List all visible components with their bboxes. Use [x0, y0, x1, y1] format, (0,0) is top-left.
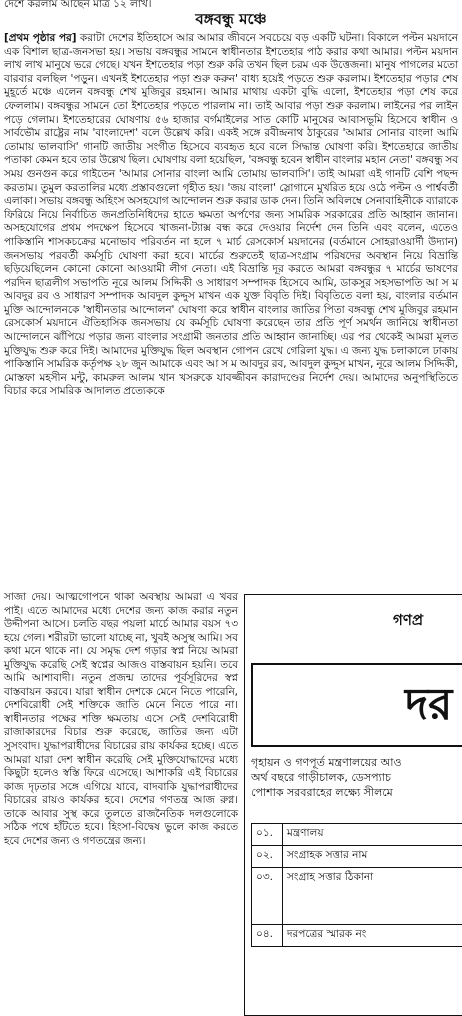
continued-label: [প্রথম পৃষ্ঠার পর] — [4, 32, 77, 44]
article-body — [4, 32, 458, 399]
table-row — [252, 824, 462, 846]
row-number: ০৩. — [252, 868, 283, 925]
row-number: ০৪. — [252, 925, 283, 947]
ad-line: পোশাক সরবরাহের লক্ষ্যে সীলমে — [251, 785, 462, 800]
ad-description — [251, 755, 462, 800]
row-number: ০১. — [252, 824, 283, 846]
row-label: সংগ্রাহক সত্তার নাম — [283, 846, 462, 868]
ad-organization-title: গণপ্র — [393, 609, 423, 634]
article-paragraph — [4, 32, 458, 399]
ad-line: গৃহায়ন ও গণপূর্ত মন্ত্রণালয়ের আও — [251, 755, 462, 770]
article-text: করাটা দেশের ইতিহাসে আর আমার জীবনে সবচেয়ে বড় একটি ঘটনা। বিকালে পল্টন ময়দানে এক বিশাল ছাত্র-জনসভা হয়। সভায় বঙ্গবন্ধুর সামনে স্বাধীনতার ইশতেহার পাঠ করার কথা আমার। পল্টন ময়দান লাখ লাখ মানুষে ভরে গেছে। যখন ইশতেহার পড়া শুরু করি তখন ছিল চরম এক উত্তেজনা। মানুষ পাগলের মতো বারবার বলছিল 'পড়ুন। এখনই ইশতেহার পড়া শুরু করুন' বাধ্য হয়েই পড়তে শুরু করলাম। ইশতেহার পড়ার শেষ মুহূর্তে মঞ্চে এলেন বঙ্গবন্ধু শেখ মুজিবুর রহমান। আমার মাথায় একটা বুদ্ধি এলো, ইশতেহার পড়া শেষ করে ফেললাম। বঙ্গবন্ধুর সামনে তো ইশতেহার পড়তে পারলাম না। তাই আবার পড়া শুরু করলাম। লাইনের পর লাইন পড়ে গেলাম। ইশতেহারের ঘোষণায় ৫৬ হাজার বর্গমাইলের সাত কোটি মানুষের আবাসভূমি হিসেবে স্বাধীন ও সার্বভৌম রাষ্ট্রের নাম 'বাংলাদেশ' বলে উল্লেখ করি। একই সঙ্গে রবীন্দ্রনাথ ঠাকুরের 'আমার সোনার বাংলা আমি তোমায় ভালবাসি' গানটি জাতীয় সংগীত হিসেবে ব্যবহৃত হবে বলে সিদ্ধান্ত ঘোষণা করি। ইশতেহারে জাতীয় পতাকা কেমন হবে তার উল্লেখ ছিল। ঘোষণায় বলা হয়েছিল, 'বঙ্গবন্ধু হবেন স্বাধীন বাংলার মহান নেতা' বঙ্গবন্ধু সব সময় গুনগুন করে গাইতেন 'আমার সোনার বাংলা আমি তোমায় ভালবাসি'। তাই আমরা এই গানটি বেশি পছন্দ করতাম। তুমুল করতালির মধ্যে প্রস্তাবগুলো গৃহীত হয়। 'জয় বাংলা' স্লোগানে মুখরিত হয়ে ওঠে পল্টন ও পার্শ্ববর্তী এলাকা। সভায় বঙ্গবন্ধু অহিংস অসহযোগ আন্দোলন শুরু করার ডাক দেন। তিনি অবিলম্বে সেনাবাহিনীকে ব্যারাকে ফিরিয়ে নিয়ে নির্বাচিত জনপ্রতিনিধিদের হাতে ক্ষমতা অর্পণের জন্য সামরিক সরকারের প্রতি আহ্বান জানান। অসহযোগের প্রথম পদক্ষেপ হিসেবে খাজনা-ট্যাক্স বন্ধ করে দেওয়ার নির্দেশ দেন তিনি এবং বলেন, এতেও পাকিস্তানি শাসকচক্রের মনোভাব পরিবর্তন না হলে ৭ মার্চ রেসকোর্স ময়দানের (বর্তমানে সোহরাওয়ার্দী উদ্যান) জনসভায় পরবর্তী কর্মসূচি ঘোষণা করা হবে। মার্চের শুরুতেই ছাত্র-সংগ্রাম পরিষদের অবস্থান নিয়ে বিভ্রান্তি ছড়িয়েছিলেন কোনো কোনো আওয়ামী লীগ নেতা। এই বিভ্রান্তি দূর করতে আমরা বঙ্গবন্ধুর ৭ মার্চের ভাষণের পরদিন ছাত্রলীগ সভাপতি নূরে আলম সিদ্দিকী ও সাধারণ সম্পাদক হিসেবে আমি, ডাকসুর সহসভাপতি আ স ম আবদুর রব ও সাধারণ সম্পাদক আবদুল কুদ্দুস মাখন এক যুক্ত বিবৃতি দিই। বিবৃতিতে বলা হয়, বাংলার বর্তমান মুক্তি আন্দোলনকে 'স্বাধীনতার আন্দোলন' ঘোষণা করে স্বাধীন বাংলার জাতির পিতা বঙ্গবন্ধু শেখ মুজিবুর রহমান রেসকোর্স ময়দানে ঐতিহাসিক জনসভায় যে কর্মসূচি ঘোষণা করেছেন তার প্রতি পূর্ণ সমর্থন জানিয়ে স্বাধীনতা আন্দোলনে ঝাঁপিয়ে পড়ার জন্য বাংলার সংগ্রামী জনতার প্রতি আহ্বান জানাচ্ছি। এর পর থেকেই আমরা মূলত মুক্তিযুদ্ধ শুরু করে দিই। আমাদের মুক্তিযুদ্ধ ছিল অবস্থান গোপন রেখে গেরিলা যুদ্ধ। এ জন্য যুদ্ধ চলাকালে ঢাকায় পাকিস্তানি সামরিক কর্তৃপক্ষ ২৮ জুন আমাকে এবং আ স ম আবদুর রব, আবদুল কুদ্দুস মাখন, নূরে আলম সিদ্দিকী, মোস্তফা মহসীন মন্টু, কামরুল আলম খান খসরুকে যাবজ্জীবন কারাদণ্ডের নির্দেশ দেয়। আমাদের অনুপস্থিতিতে বিচার করে সামরিক আদালত প্রত্যেককে — [4, 32, 458, 397]
row-number: ০২. — [252, 846, 283, 868]
ad-line: অর্থ বছরে গাড়ীচালক, ডেসপ্যাচ — [251, 770, 462, 785]
previous-text-fragment: দেশে করলাম আছেন মাত্র ১২ লাখ। — [4, 0, 458, 11]
table-row — [252, 846, 462, 868]
row-label: মন্ত্রণালয় — [283, 824, 462, 846]
row-label: সংগ্রাহ সত্তার ঠিকানা — [283, 868, 462, 925]
ad-banner — [251, 663, 462, 747]
ad-table — [251, 823, 462, 947]
row-label: দরপত্রের স্মারক নং — [283, 925, 462, 947]
article-left-column — [4, 591, 238, 848]
left-column-text: সাজা দেয়। আত্মগোপনে থাকা অবস্থায় আমরা এ খবর পাই। এতে আমাদের মধ্যে দেশের জন্য কাজ করার নতুন উদ্দীপনা আসে। চলতি বছর পয়লা মার্চে আমার বয়স ৭৩ হয়ে গেল। শরীরটা ভালো যাচ্ছে না, খুবই অসুস্থ আমি। সব কথা মনে থাকে না। যে সমৃদ্ধ দেশ গড়ার স্বপ্ন নিয়ে আমরা মুক্তিযুদ্ধ করেছি সেই স্বপ্নের আজও বাস্তবায়ন হয়নি। তবে আমি আশাবাদী। নতুন প্রজন্ম তাদের পূর্বসূরিদের স্বপ্ন বাস্তবায়ন করবে। যারা স্বাধীন দেশকে মেনে নিতে পারেনি, দেশবিরোধী সেই শক্তিকে জাতি মেনে নিতে পারে না। স্বাধীনতার পক্ষের শক্তি ক্ষমতায় এসে সেই দেশবিরোধী রাজাকারদের বিচার শুরু করেছে, জাতির জন্য এটা সুসংবাদ। যুদ্ধাপরাধীদের বিচারের রায় কার্যকর হচ্ছে। এতে আমরা যারা দেশ স্বাধীন করেছি সেই মুক্তিযোদ্ধাদের মধ্যে কিছুটা হলেও স্বস্তি ফিরে এসেছে। আশাকরি এই বিচারের কাজ দৃঢ়তার সঙ্গে এগিয়ে যাবে, বাদবাকি যুদ্ধাপরাধীদের বিচারের রায়ও কার্যকর হবে। দেশের গণতন্ত্র আজ রুগ্ন। তাকে আবার সুস্থ করে তুলতে রাজনৈতিক দলগুলোকে সঠিক পথে হাঁটতে হবে। হিংসা-বিদ্বেষ ভুলে কাজ করতে হবে দেশের জন্য ও গণতন্ত্রের জন্য। — [4, 591, 238, 848]
article-headline: বঙ্গবন্ধু মঞ্চে — [0, 9, 462, 29]
tender-advertisement — [244, 594, 462, 1016]
table-row — [252, 925, 462, 947]
ad-banner-text: দর — [405, 671, 452, 744]
table-row — [252, 868, 462, 925]
